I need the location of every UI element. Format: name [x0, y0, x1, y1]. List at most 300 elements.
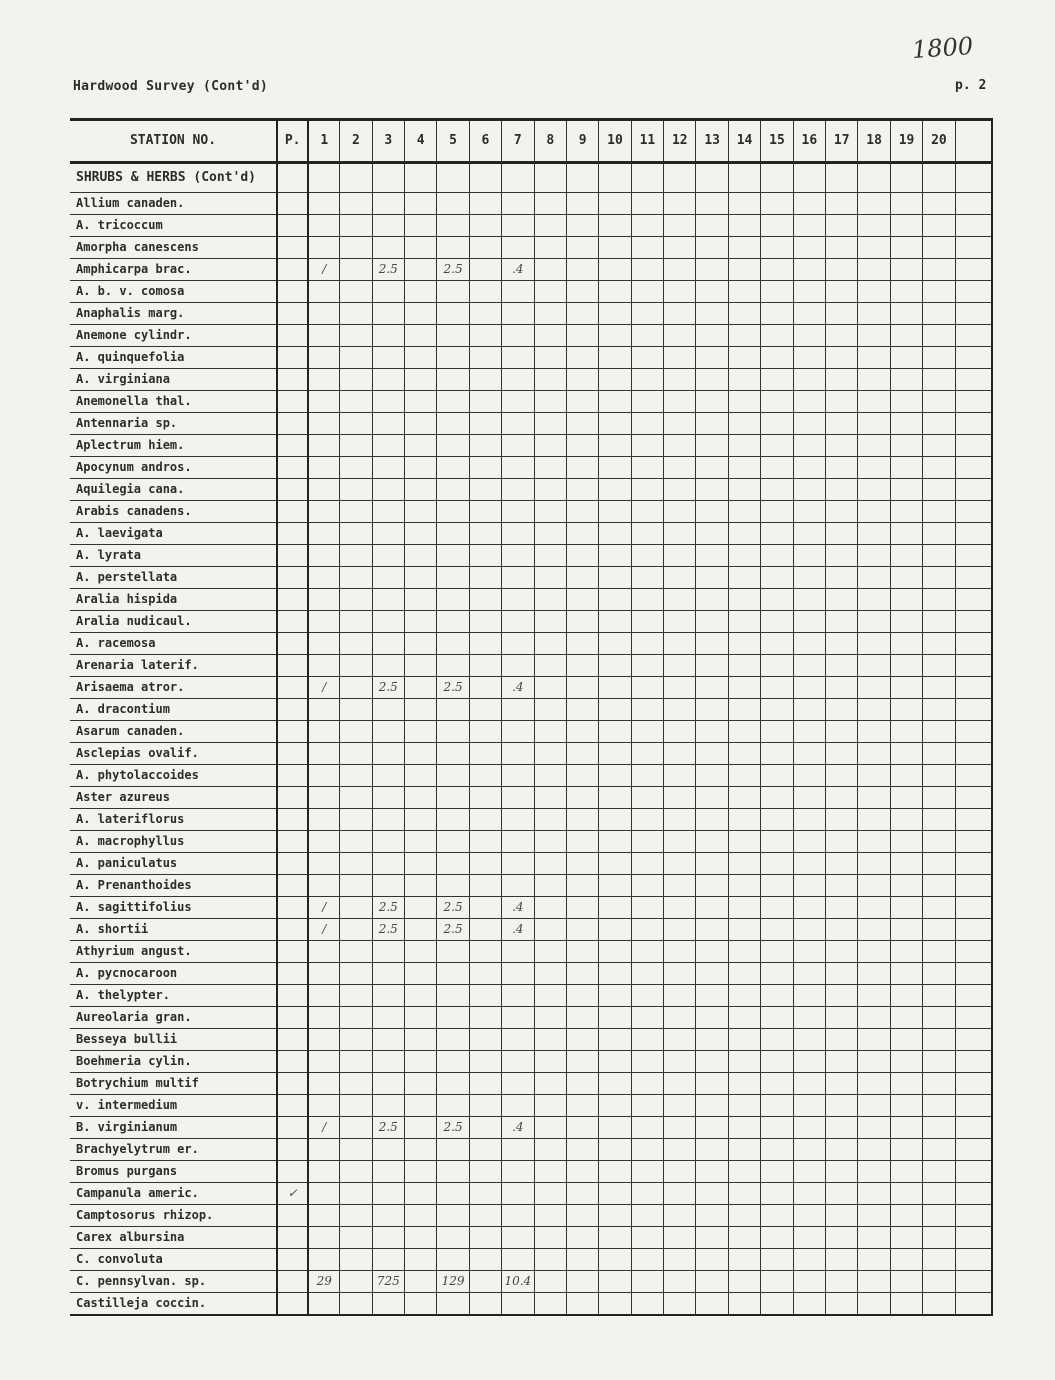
- station-cell: [696, 1227, 728, 1249]
- station-cell: [502, 545, 534, 567]
- station-cell: [340, 963, 372, 985]
- station-cell: [566, 237, 598, 259]
- station-cell: [340, 897, 372, 919]
- station-cell: [890, 787, 922, 809]
- station-cell: [631, 1073, 663, 1095]
- station-cell: [728, 743, 760, 765]
- station-cell: /: [308, 919, 339, 941]
- station-cell: [890, 215, 922, 237]
- station-cell: [631, 215, 663, 237]
- station-cell: [664, 941, 696, 963]
- station-cell: [372, 875, 404, 897]
- station-cell: [469, 391, 501, 413]
- station-cell: [404, 501, 436, 523]
- p-cell: [277, 589, 308, 611]
- station-cell: [955, 1029, 992, 1051]
- station-cell: [534, 919, 566, 941]
- station-cell: [631, 1139, 663, 1161]
- station-cell: [566, 1227, 598, 1249]
- station-cell: [826, 1117, 858, 1139]
- station-cell: [955, 787, 992, 809]
- station-cell: [793, 633, 825, 655]
- station-cell: [631, 1293, 663, 1316]
- species-name: A. pycnocaroon: [70, 963, 277, 985]
- station-cell: [437, 281, 469, 303]
- station-cell: [308, 369, 339, 391]
- station-cell: [761, 1073, 793, 1095]
- station-cell: [534, 853, 566, 875]
- station-cell: [534, 259, 566, 281]
- station-cell: [437, 545, 469, 567]
- station-cell: [566, 325, 598, 347]
- station-cell: [469, 787, 501, 809]
- station-cell: [664, 1249, 696, 1271]
- species-row: [70, 853, 992, 875]
- station-cell: [664, 1029, 696, 1051]
- station-cell: [437, 1029, 469, 1051]
- station-cell: [890, 985, 922, 1007]
- station-cell: [890, 523, 922, 545]
- station-cell: [826, 501, 858, 523]
- station-cell: [923, 1007, 955, 1029]
- p-cell: [277, 413, 308, 435]
- station-cell: [631, 545, 663, 567]
- station-cell: [890, 325, 922, 347]
- station-header-11: 11: [631, 120, 663, 163]
- station-cell: [404, 941, 436, 963]
- station-header-6: 6: [469, 120, 501, 163]
- grid-cell: [340, 163, 372, 193]
- station-cell: [502, 325, 534, 347]
- grid-cell: [761, 163, 793, 193]
- station-cell: [858, 545, 890, 567]
- station-cell: 725: [372, 1271, 404, 1293]
- station-cell: [728, 633, 760, 655]
- station-cell: [923, 655, 955, 677]
- station-cell: [308, 589, 339, 611]
- station-cell: [308, 501, 339, 523]
- station-cell: [502, 611, 534, 633]
- station-cell: [696, 1139, 728, 1161]
- station-cell: [761, 1051, 793, 1073]
- station-cell: [664, 699, 696, 721]
- station-cell: [534, 633, 566, 655]
- station-cell: [890, 1293, 922, 1316]
- station-cell: [826, 1205, 858, 1227]
- species-name: A. lyrata: [70, 545, 277, 567]
- species-name: Aster azureus: [70, 787, 277, 809]
- species-row: [70, 567, 992, 589]
- station-cell: [728, 699, 760, 721]
- p-cell: [277, 193, 308, 215]
- grid-cell: [469, 163, 501, 193]
- station-cell: [923, 743, 955, 765]
- station-cell: [502, 963, 534, 985]
- station-cell: [923, 1227, 955, 1249]
- station-cell: [696, 611, 728, 633]
- station-cell: [631, 479, 663, 501]
- station-cell: [858, 677, 890, 699]
- station-cell: [534, 721, 566, 743]
- station-cell: [664, 765, 696, 787]
- station-cell: [955, 303, 992, 325]
- station-cell: [858, 1095, 890, 1117]
- station-cell: [664, 303, 696, 325]
- station-cell: [404, 743, 436, 765]
- station-cell: [502, 743, 534, 765]
- p-cell: [277, 1293, 308, 1316]
- station-cell: [437, 1227, 469, 1249]
- station-cell: [599, 193, 631, 215]
- station-cell: [469, 1183, 501, 1205]
- station-cell: [923, 193, 955, 215]
- station-cell: [340, 1073, 372, 1095]
- station-cell: [469, 853, 501, 875]
- species-row: [70, 743, 992, 765]
- station-cell: [793, 567, 825, 589]
- station-cell: [340, 1205, 372, 1227]
- station-cell: [631, 1249, 663, 1271]
- station-cell: [566, 941, 598, 963]
- station-cell: [890, 1029, 922, 1051]
- station-cell: [502, 413, 534, 435]
- species-name: Antennaria sp.: [70, 413, 277, 435]
- station-cell: [728, 1007, 760, 1029]
- station-cell: [631, 655, 663, 677]
- station-cell: [469, 831, 501, 853]
- station-cell: .4: [502, 897, 534, 919]
- station-cell: [566, 1029, 598, 1051]
- station-cell: [566, 347, 598, 369]
- station-cell: [340, 1183, 372, 1205]
- station-cell: [664, 1139, 696, 1161]
- species-name: Apocynum andros.: [70, 457, 277, 479]
- station-cell: [469, 435, 501, 457]
- station-cell: [534, 1227, 566, 1249]
- station-cell: [858, 1029, 890, 1051]
- station-cell: [923, 809, 955, 831]
- station-cell: [858, 589, 890, 611]
- station-cell: [826, 589, 858, 611]
- station-cell: [566, 963, 598, 985]
- station-cell: [599, 369, 631, 391]
- species-name: Aureolaria gran.: [70, 1007, 277, 1029]
- station-cell: [696, 589, 728, 611]
- station-cell: [761, 1029, 793, 1051]
- station-cell: [793, 391, 825, 413]
- station-cell: [599, 545, 631, 567]
- station-cell: [502, 501, 534, 523]
- station-cell: [469, 347, 501, 369]
- station-cell: [599, 677, 631, 699]
- p-cell: [277, 633, 308, 655]
- station-cell: [404, 875, 436, 897]
- station-cell: [404, 567, 436, 589]
- station-cell: [761, 567, 793, 589]
- station-cell: [631, 677, 663, 699]
- station-cell: [955, 611, 992, 633]
- station-cell: [955, 259, 992, 281]
- station-cell: [696, 501, 728, 523]
- station-cell: [437, 809, 469, 831]
- station-cell: [534, 699, 566, 721]
- station-cell: [793, 1117, 825, 1139]
- station-cell: [696, 1029, 728, 1051]
- species-name: Allium canaden.: [70, 193, 277, 215]
- station-cell: [664, 919, 696, 941]
- station-cell: [923, 259, 955, 281]
- station-cell: [372, 303, 404, 325]
- station-cell: [728, 523, 760, 545]
- station-cell: [826, 1271, 858, 1293]
- station-cell: [923, 545, 955, 567]
- station-cell: [955, 809, 992, 831]
- station-cell: [923, 787, 955, 809]
- station-cell: [923, 347, 955, 369]
- station-cell: [340, 391, 372, 413]
- station-cell: [534, 457, 566, 479]
- station-cell: [469, 545, 501, 567]
- station-cell: [923, 721, 955, 743]
- station-cell: [469, 1227, 501, 1249]
- station-cell: [534, 655, 566, 677]
- station-header-20: 20: [923, 120, 955, 163]
- station-cell: [469, 1095, 501, 1117]
- station-cell: 2.5: [437, 1117, 469, 1139]
- station-cell: [728, 853, 760, 875]
- station-cell: [826, 413, 858, 435]
- species-row: [70, 1271, 992, 1293]
- station-cell: [955, 413, 992, 435]
- station-cell: [566, 1051, 598, 1073]
- station-cell: [923, 369, 955, 391]
- station-cell: [696, 523, 728, 545]
- species-row: [70, 545, 992, 567]
- station-cell: [955, 1161, 992, 1183]
- station-cell: [955, 963, 992, 985]
- station-cell: [923, 853, 955, 875]
- station-cell: [372, 479, 404, 501]
- station-cell: [728, 567, 760, 589]
- station-cell: [566, 523, 598, 545]
- station-cell: [761, 853, 793, 875]
- station-cell: [696, 765, 728, 787]
- station-cell: [404, 1139, 436, 1161]
- station-cell: [534, 1117, 566, 1139]
- station-cell: [469, 567, 501, 589]
- station-cell: [372, 281, 404, 303]
- station-cell: [793, 479, 825, 501]
- p-cell: [277, 1205, 308, 1227]
- station-cell: [566, 435, 598, 457]
- station-cell: [793, 1271, 825, 1293]
- station-cell: [340, 1271, 372, 1293]
- station-cell: [728, 611, 760, 633]
- species-row: [70, 259, 992, 281]
- station-cell: [696, 325, 728, 347]
- station-cell: [437, 193, 469, 215]
- station-cell: [728, 1051, 760, 1073]
- species-row: [70, 1161, 992, 1183]
- station-cell: [469, 215, 501, 237]
- species-name: Aralia nudicaul.: [70, 611, 277, 633]
- station-cell: [340, 1293, 372, 1316]
- station-cell: [664, 435, 696, 457]
- station-cell: [955, 501, 992, 523]
- station-cell: [664, 523, 696, 545]
- station-cell: [631, 1161, 663, 1183]
- station-cell: [728, 985, 760, 1007]
- station-cell: [728, 1205, 760, 1227]
- station-cell: [728, 1271, 760, 1293]
- station-cell: [404, 479, 436, 501]
- station-cell: [826, 1007, 858, 1029]
- station-cell: [372, 611, 404, 633]
- station-cell: [664, 501, 696, 523]
- station-cell: [890, 1051, 922, 1073]
- station-cell: [858, 347, 890, 369]
- station-cell: [955, 523, 992, 545]
- station-cell: [534, 1095, 566, 1117]
- species-name: B. virginianum: [70, 1117, 277, 1139]
- station-cell: [826, 853, 858, 875]
- grid-cell: [696, 163, 728, 193]
- station-cell: [696, 633, 728, 655]
- station-cell: [696, 941, 728, 963]
- station-cell: [340, 655, 372, 677]
- species-name: Amorpha canescens: [70, 237, 277, 259]
- station-cell: [372, 1095, 404, 1117]
- station-cell: [502, 523, 534, 545]
- station-cell: [858, 831, 890, 853]
- station-cell: [664, 457, 696, 479]
- station-cell: [534, 215, 566, 237]
- station-cell: [858, 1227, 890, 1249]
- station-cell: [437, 1139, 469, 1161]
- station-cell: [404, 1073, 436, 1095]
- station-cell: [696, 655, 728, 677]
- station-cell: [502, 1161, 534, 1183]
- p-cell: [277, 457, 308, 479]
- station-cell: [761, 897, 793, 919]
- species-row: [70, 435, 992, 457]
- station-cell: [955, 677, 992, 699]
- station-cell: [566, 633, 598, 655]
- station-cell: [437, 941, 469, 963]
- station-cell: [340, 1249, 372, 1271]
- station-cell: [890, 1205, 922, 1227]
- station-cell: [404, 1007, 436, 1029]
- station-cell: [890, 501, 922, 523]
- station-cell: [793, 677, 825, 699]
- station-cell: [728, 237, 760, 259]
- station-cell: [793, 259, 825, 281]
- station-cell: [890, 721, 922, 743]
- station-cell: [631, 281, 663, 303]
- station-cell: [728, 215, 760, 237]
- station-cell: [826, 523, 858, 545]
- station-cell: [826, 193, 858, 215]
- grid-cell: [728, 163, 760, 193]
- station-cell: [761, 919, 793, 941]
- station-cell: [502, 787, 534, 809]
- station-cell: [308, 545, 339, 567]
- station-cell: [761, 281, 793, 303]
- station-cell: [826, 457, 858, 479]
- station-cell: [566, 413, 598, 435]
- station-cell: [534, 875, 566, 897]
- station-cell: [793, 545, 825, 567]
- station-cell: [404, 765, 436, 787]
- station-cell: [372, 347, 404, 369]
- station-cell: [437, 237, 469, 259]
- station-cell: 2.5: [437, 919, 469, 941]
- station-cell: [631, 1205, 663, 1227]
- station-cell: [469, 721, 501, 743]
- station-cell: [826, 611, 858, 633]
- station-cell: [793, 501, 825, 523]
- station-cell: [308, 457, 339, 479]
- station-cell: [372, 831, 404, 853]
- station-cell: [858, 919, 890, 941]
- station-cell: [890, 655, 922, 677]
- station-cell: [793, 809, 825, 831]
- station-cell: [923, 391, 955, 413]
- station-cell: [469, 633, 501, 655]
- station-cell: [566, 721, 598, 743]
- species-row: [70, 963, 992, 985]
- station-cell: [340, 369, 372, 391]
- station-cell: [534, 941, 566, 963]
- station-cell: [437, 633, 469, 655]
- station-cell: [631, 303, 663, 325]
- station-header-15: 15: [761, 120, 793, 163]
- station-cell: [631, 875, 663, 897]
- station-cell: [826, 919, 858, 941]
- station-cell: [728, 413, 760, 435]
- species-row: [70, 347, 992, 369]
- station-cell: [728, 655, 760, 677]
- grid-cell: [890, 163, 922, 193]
- station-cell: [566, 1007, 598, 1029]
- p-cell: [277, 985, 308, 1007]
- station-cell: [696, 1073, 728, 1095]
- station-cell: [631, 237, 663, 259]
- species-name: A. quinquefolia: [70, 347, 277, 369]
- station-cell: [340, 259, 372, 281]
- station-cell: [308, 347, 339, 369]
- station-cell: [696, 567, 728, 589]
- station-cell: [664, 985, 696, 1007]
- station-cell: [534, 787, 566, 809]
- station-cell: [664, 853, 696, 875]
- p-cell: [277, 1249, 308, 1271]
- station-cell: [923, 501, 955, 523]
- station-cell: [826, 281, 858, 303]
- station-cell: [308, 655, 339, 677]
- station-cell: [858, 1183, 890, 1205]
- species-row: [70, 303, 992, 325]
- station-cell: [566, 1271, 598, 1293]
- p-cell: [277, 369, 308, 391]
- species-row: [70, 1249, 992, 1271]
- station-cell: [534, 743, 566, 765]
- station-cell: [696, 1293, 728, 1316]
- station-cell: [437, 699, 469, 721]
- station-cell: [599, 1095, 631, 1117]
- station-cell: [858, 809, 890, 831]
- station-cell: [890, 1095, 922, 1117]
